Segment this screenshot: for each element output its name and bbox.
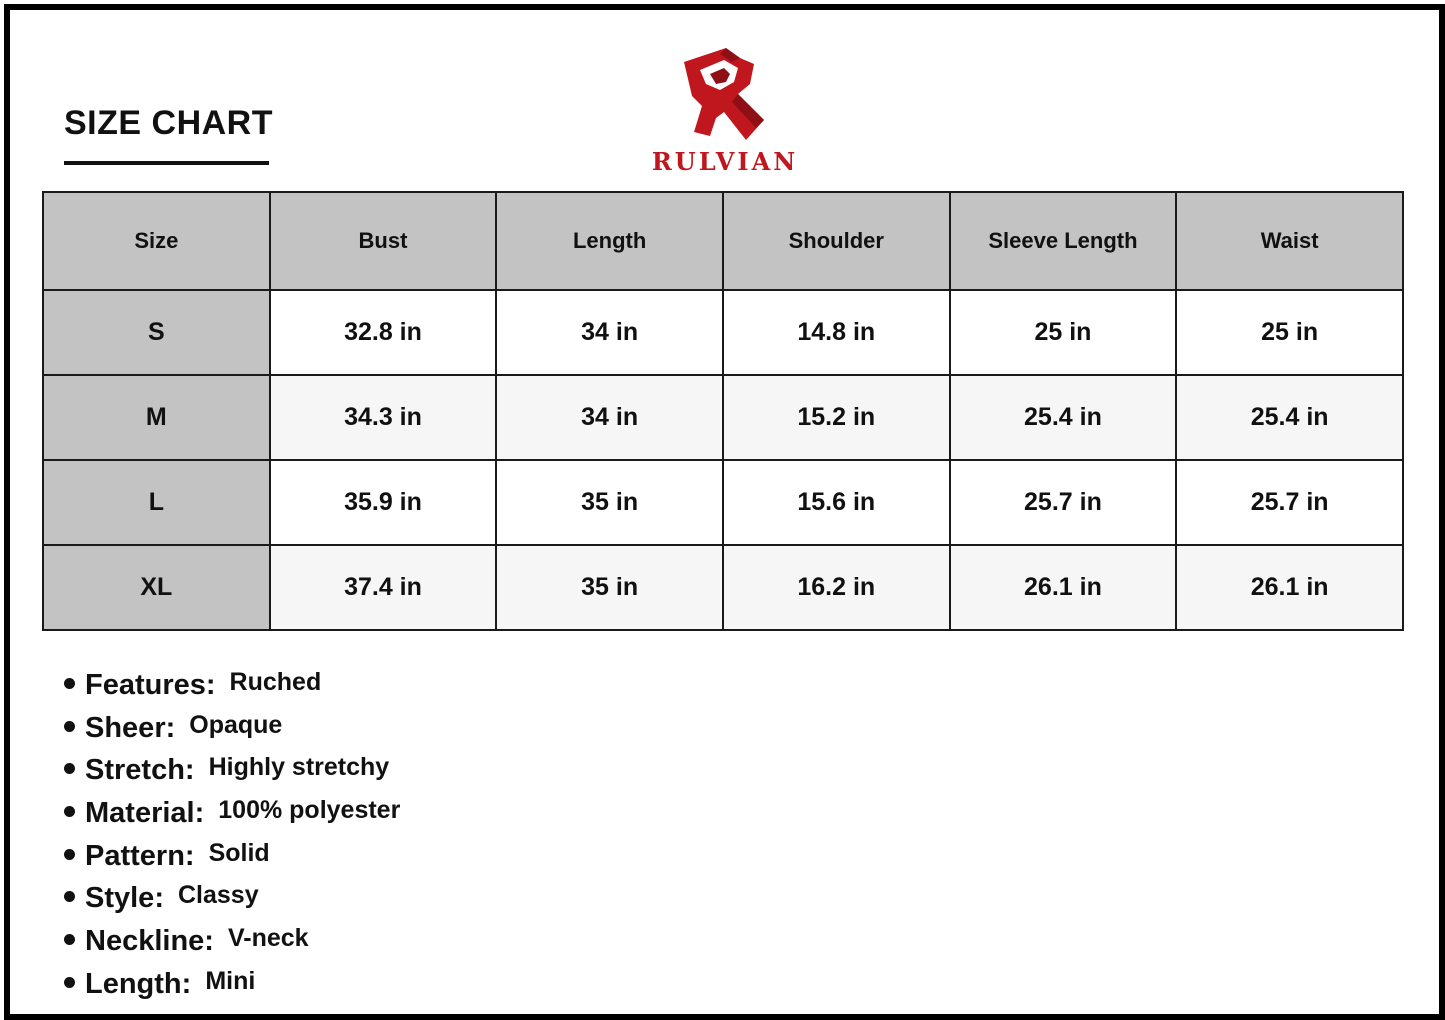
spec-label: Features: — [85, 668, 216, 701]
sleeve-length-cell: 25 in — [950, 290, 1177, 375]
bullet-icon — [64, 849, 75, 860]
column-header-size: Size — [43, 192, 270, 290]
bust-cell: 34.3 in — [270, 375, 497, 460]
spec-item-material — [64, 792, 400, 835]
spec-value: V-neck — [227, 923, 309, 952]
spec-item-features — [64, 664, 400, 707]
spec-item-pattern — [64, 835, 400, 878]
spec-label: Neckline: — [85, 924, 214, 957]
bullet-icon — [64, 678, 75, 689]
spec-value: Classy — [177, 881, 259, 910]
spec-value: Ruched — [229, 667, 322, 696]
rulvian-r-logo-icon — [680, 44, 770, 144]
bullet-icon — [64, 721, 75, 732]
brand-name: RULVIAN — [651, 147, 799, 176]
spec-label: Pattern: — [85, 839, 195, 872]
spec-value: Solid — [208, 838, 270, 867]
table-row — [43, 290, 1403, 375]
length-cell: 35 in — [496, 545, 723, 630]
column-header-waist: Waist — [1176, 192, 1403, 290]
column-header-bust: Bust — [270, 192, 497, 290]
spec-value: Mini — [205, 966, 256, 995]
spec-label: Style: — [85, 882, 164, 915]
spec-label: Stretch: — [85, 754, 195, 787]
size-cell: M — [43, 375, 270, 460]
table-row — [43, 375, 1403, 460]
spec-item-stretch — [64, 749, 400, 792]
spec-value: Opaque — [189, 710, 283, 739]
spec-value: Highly stretchy — [208, 753, 390, 782]
size-chart-table — [42, 191, 1404, 631]
sleeve-length-cell: 25.4 in — [950, 375, 1177, 460]
sleeve-length-cell: 26.1 in — [950, 545, 1177, 630]
sleeve-length-cell: 25.7 in — [950, 460, 1177, 545]
size-cell: XL — [43, 545, 270, 630]
shoulder-cell: 15.2 in — [723, 375, 950, 460]
bullet-icon — [64, 977, 75, 988]
spec-item-sheer — [64, 707, 400, 750]
shoulder-cell: 16.2 in — [723, 545, 950, 630]
spec-label: Material: — [85, 796, 205, 829]
table-row — [43, 545, 1403, 630]
spec-value: 100% polyester — [218, 795, 401, 824]
length-cell: 35 in — [496, 460, 723, 545]
waist-cell: 26.1 in — [1176, 545, 1403, 630]
bust-cell: 37.4 in — [270, 545, 497, 630]
spec-label: Length: — [85, 967, 192, 1000]
column-header-shoulder: Shoulder — [723, 192, 950, 290]
waist-cell: 25 in — [1176, 290, 1403, 375]
bullet-icon — [64, 763, 75, 774]
spec-item-style — [64, 877, 400, 920]
size-cell: L — [43, 460, 270, 545]
bullet-icon — [64, 891, 75, 902]
bullet-icon — [64, 934, 75, 945]
bust-cell: 35.9 in — [270, 460, 497, 545]
waist-cell: 25.7 in — [1176, 460, 1403, 545]
bust-cell: 32.8 in — [270, 290, 497, 375]
column-header-sleeve-length: Sleeve Length — [950, 192, 1177, 290]
table-header-row — [43, 192, 1403, 290]
waist-cell: 25.4 in — [1176, 375, 1403, 460]
shoulder-cell: 14.8 in — [723, 290, 950, 375]
table-row — [43, 460, 1403, 545]
spec-item-length — [64, 963, 400, 1006]
spec-label: Sheer: — [85, 711, 176, 744]
size-cell: S — [43, 290, 270, 375]
length-cell: 34 in — [496, 290, 723, 375]
length-cell: 34 in — [496, 375, 723, 460]
brand-logo — [640, 44, 810, 176]
shoulder-cell: 15.6 in — [723, 460, 950, 545]
spec-item-neckline — [64, 920, 400, 963]
page-title: SIZE CHART — [64, 104, 273, 142]
product-specs-list — [64, 664, 400, 1006]
bullet-icon — [64, 806, 75, 817]
column-header-length: Length — [496, 192, 723, 290]
title-underline — [64, 161, 269, 165]
